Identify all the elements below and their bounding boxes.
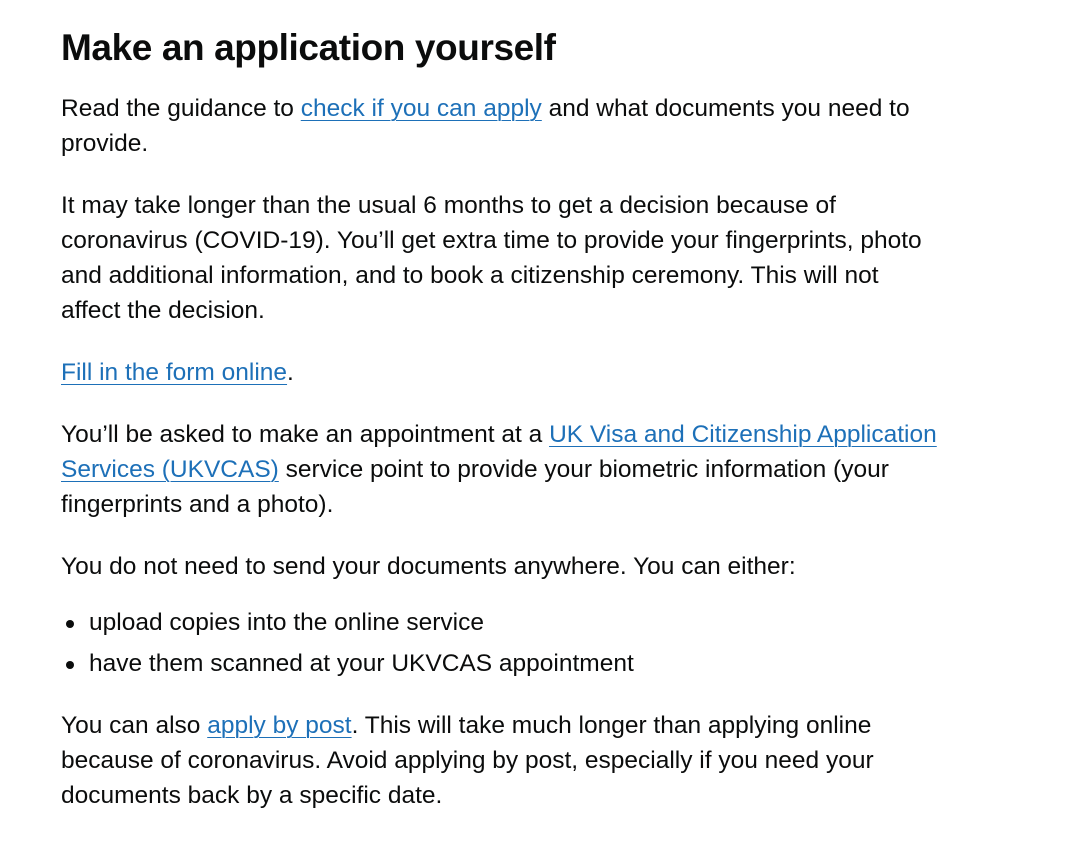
post-text-after: . This will take much longer than applying online because of coronavirus. Avoid applying by post, especially if you need your documents back by a specific date. <box>61 712 874 809</box>
post-text-before: You can also <box>61 712 208 739</box>
list-item <box>61 605 941 640</box>
fill-form-paragraph <box>61 355 941 390</box>
bullet-icon <box>66 661 74 669</box>
ukvcas-link[interactable]: UK Visa and Citizenship Application Services (UKVCAS) <box>61 421 937 483</box>
main-content <box>61 26 941 840</box>
list-item-text: have them scanned at your UKVCAS appointment <box>89 650 634 677</box>
appointment-text-before: You’ll be asked to make an appointment at a <box>61 421 550 448</box>
fill-in-form-online-link[interactable]: Fill in the form online <box>61 359 288 386</box>
guidance-text-after: and what documents you need to provide. <box>61 95 910 157</box>
covid-delay-paragraph: It may take longer than the usual 6 months to get a decision because of coronavirus (COVID-19). You’ll get extra time to provide your fingerprints, photo and additional information, and to book a citizenship ceremony. This will not affect the decision. <box>61 192 922 324</box>
list-item <box>61 646 941 681</box>
section-heading: Make an application yourself <box>61 27 556 68</box>
guidance-paragraph <box>61 91 941 161</box>
documents-options-list <box>61 605 941 681</box>
documents-paragraph: You do not need to send your documents anywhere. You can either: <box>61 553 796 580</box>
apply-by-post-link[interactable]: apply by post <box>207 712 352 739</box>
appointment-paragraph <box>61 417 941 522</box>
check-if-you-can-apply-link[interactable]: check if you can apply <box>300 95 542 122</box>
fill-form-text-after: . <box>287 359 294 386</box>
apply-by-post-paragraph <box>61 708 941 813</box>
appointment-text-after: service point to provide your biometric information (your fingerprints and a photo). <box>61 456 889 518</box>
guidance-text-before: Read the guidance to <box>61 95 301 122</box>
bullet-icon <box>66 620 74 628</box>
list-item-text: upload copies into the online service <box>89 609 484 636</box>
